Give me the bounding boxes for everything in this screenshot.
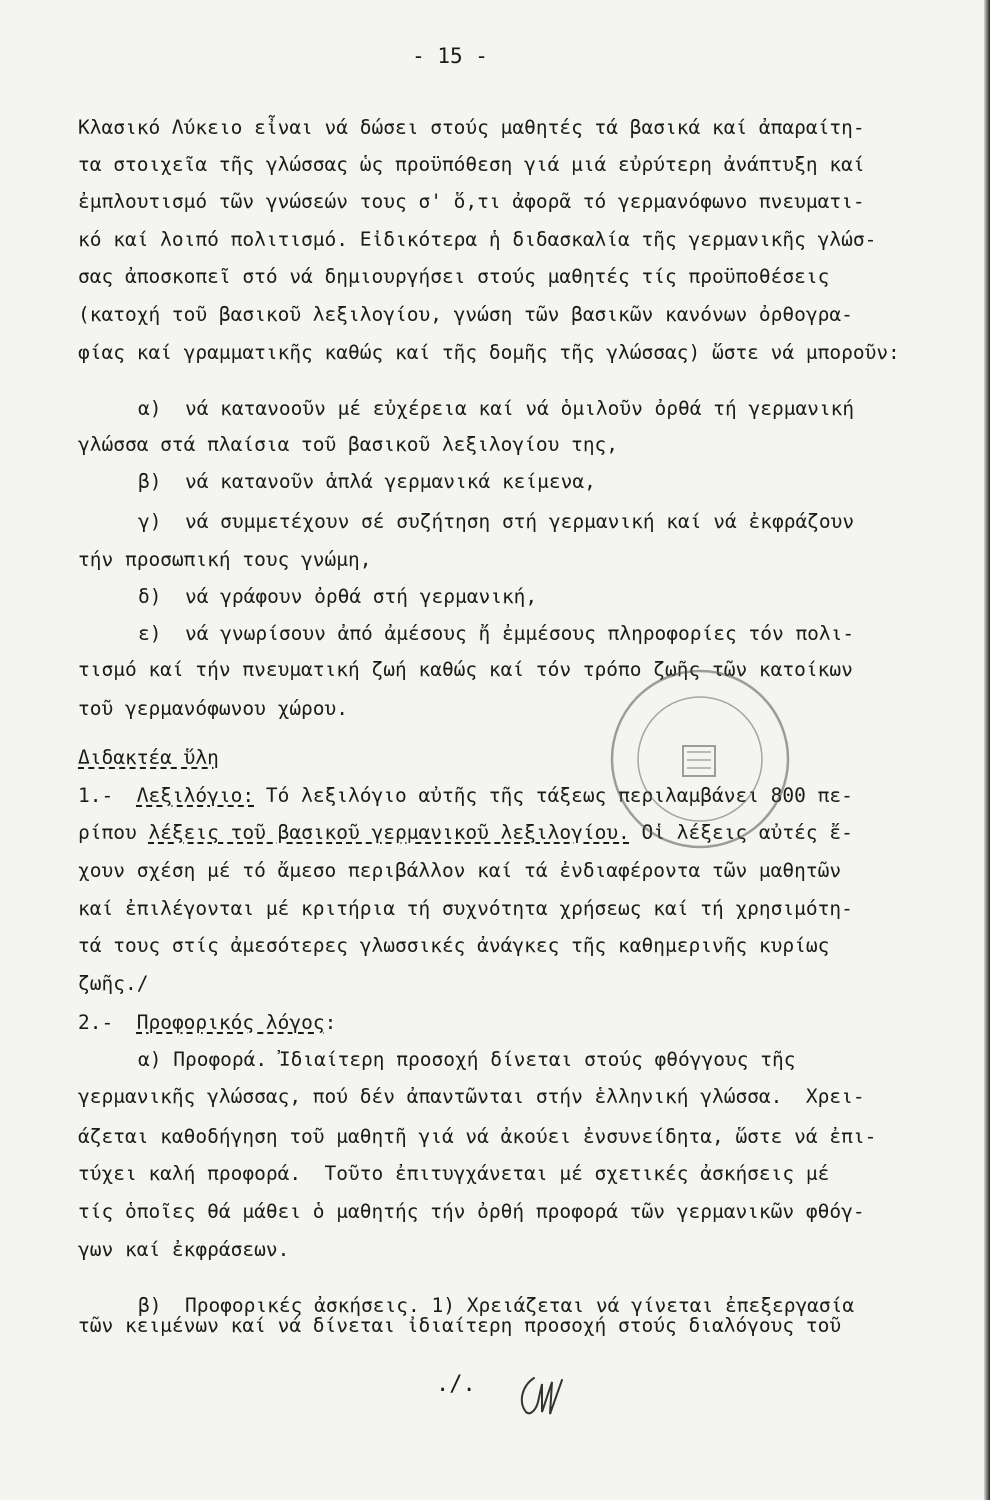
continuation-mark: ./. [436, 1372, 476, 1397]
list-item-a: α) νά κατανοοῦν μέ εὐχέρεια καί νά ὁμιλοῦν ὀρθά τή γερμανική [138, 397, 855, 420]
section1-text: ρίπου [78, 821, 149, 844]
list-item-e-cont: τισμό καί τήν πνευματική ζωή καθώς καί τόν τρόπο ζωῆς τῶν κατοίκων [78, 658, 853, 681]
section1-underlined: λέξεις τοῦ βασικοῦ γερμανικοῦ λεξιλογίου. [148, 821, 630, 844]
section1-text: Τό λεξιλόγιο αὐτῆς τῆς τάξεως περιλαμβάνει 800 πε- [254, 784, 853, 807]
section2-a-line: τύχει καλή προφορά. Τοῦτο ἐπιτυγχάνεται μέ σχετικές ἀσκήσεις μέ [78, 1162, 830, 1185]
section2-colon: : [324, 1011, 337, 1034]
section1-number: 1.- [78, 784, 114, 807]
section1-line: χουν σχέση μέ τό ἄμεσο περιβάλλον καί τά ἐνδιαφέροντα τῶν μαθητῶν [78, 859, 842, 882]
text-line: Κλασικό Λύκειο εἶναι νά δώσει στούς μαθητές τά βασικά καί ἀπαραίτη- [78, 116, 865, 139]
section-heading: Διδακτέα ὕλη [78, 746, 219, 769]
list-item-c: γ) νά συμμετέχουν σέ συζήτηση στή γερμανική καί νά ἐκφράζουν [138, 510, 855, 533]
list-item-c-cont: τήν προσωπική τους γνώμη, [78, 548, 372, 571]
official-stamp [605, 664, 795, 854]
text-line: φίας καί γραμματικῆς καθώς καί τῆς δομῆς τῆς γλώσσας) ὥστε νά μποροῦν: [78, 341, 900, 364]
text-line: σας ἀποσκοπεῖ στό νά δημιουργήσει στούς μαθητές τίς προϋποθέσεις [78, 265, 830, 288]
text-line: κό καί λοιπό πολιτισμό. Εἰδικότερα ἡ διδασκαλία τῆς γερμανικῆς γλώσ- [78, 228, 877, 251]
signature-initials [512, 1372, 572, 1420]
section2-a-line: α) Προφορά. Ἰδιαίτερη προσοχή δίνεται στούς φθόγγους τῆς [138, 1048, 796, 1071]
page-edge [984, 0, 990, 1500]
section1-line: καί ἐπιλέγονται μέ κριτήρια τή συχνότητα χρήσεως καί τή χρησιμότη- [78, 897, 853, 920]
section2-a-line: τίς ὁποῖες θά μάθει ὁ μαθητής τήν ὀρθή προφορά τῶν γερμανικῶν φθόγ- [78, 1200, 865, 1223]
text-line: (κατοχή τοῦ βασικοῦ λεξιλογίου, γνώση τῶν βασικῶν κανόνων ὀρθογρα- [78, 303, 853, 326]
section2-number: 2.- [78, 1011, 114, 1034]
page-number: - 15 - [412, 44, 488, 68]
section1-title: Λεξιλόγιο: [136, 784, 255, 807]
section2-a-line: γων καί ἐκφράσεων. [78, 1238, 290, 1261]
list-item-a-cont: γλώσσα στά πλαίσια τοῦ βασικοῦ λεξιλογίου της, [78, 433, 619, 456]
section1-line2 [78, 821, 958, 845]
section1-text: Οἱ λέξεις αὐτές ἔ- [629, 821, 853, 844]
section2-title: Προφορικός λόγος [136, 1011, 325, 1034]
section2-a-line: γερμανικῆς γλώσσας, πού δέν ἀπαντῶνται στήν ἑλληνική γλώσσα. Χρει- [78, 1085, 865, 1108]
text-line: ἐμπλουτισμό τῶν γνώσεών τους σ' ὅ,τι ἀφορᾶ τό γερμανόφωνο πνευματι- [78, 190, 865, 213]
section1-line: ζωῆς./ [78, 972, 149, 995]
section2-b-line: τῶν κειμένων καί νά δίνεται ἰδιαίτερη προσοχή στούς διαλόγους τοῦ [78, 1314, 842, 1337]
list-item-e-cont: τοῦ γερμανόφωνου χώρου. [78, 697, 349, 720]
section2-heading [78, 1011, 958, 1035]
section1-line1 [78, 784, 958, 808]
list-item-d: δ) νά γράφουν ὀρθά στή γερμανική, [138, 585, 538, 608]
section2-a-line: άζεται καθοδήγηση τοῦ μαθητῆ γιά νά ἀκούει ἐνσυνείδητα, ὥστε νά ἐπι- [78, 1125, 877, 1148]
text-line: τα στοιχεῖα τῆς γλώσσας ὡς προϋπόθεση γιά μιά εὐρύτερη ἀνάπτυξη καί [78, 153, 865, 176]
list-item-e: ε) νά γνωρίσουν ἀπό ἀμέσους ἤ ἐμμέσους πληροφορίες τόν πολι- [138, 622, 855, 645]
section2-b-line: β) Προφορικές ἀσκήσεις. 1) Χρειάζεται νά γίνεται ἐπεξεργασία [138, 1294, 855, 1317]
section1-line: τά τους στίς ἀμεσότερες γλωσσικές ἀνάγκες τῆς καθημερινῆς κυρίως [78, 934, 830, 957]
list-item-b: β) νά κατανοῦν ἁπλά γερμανικά κείμενα, [138, 470, 596, 493]
